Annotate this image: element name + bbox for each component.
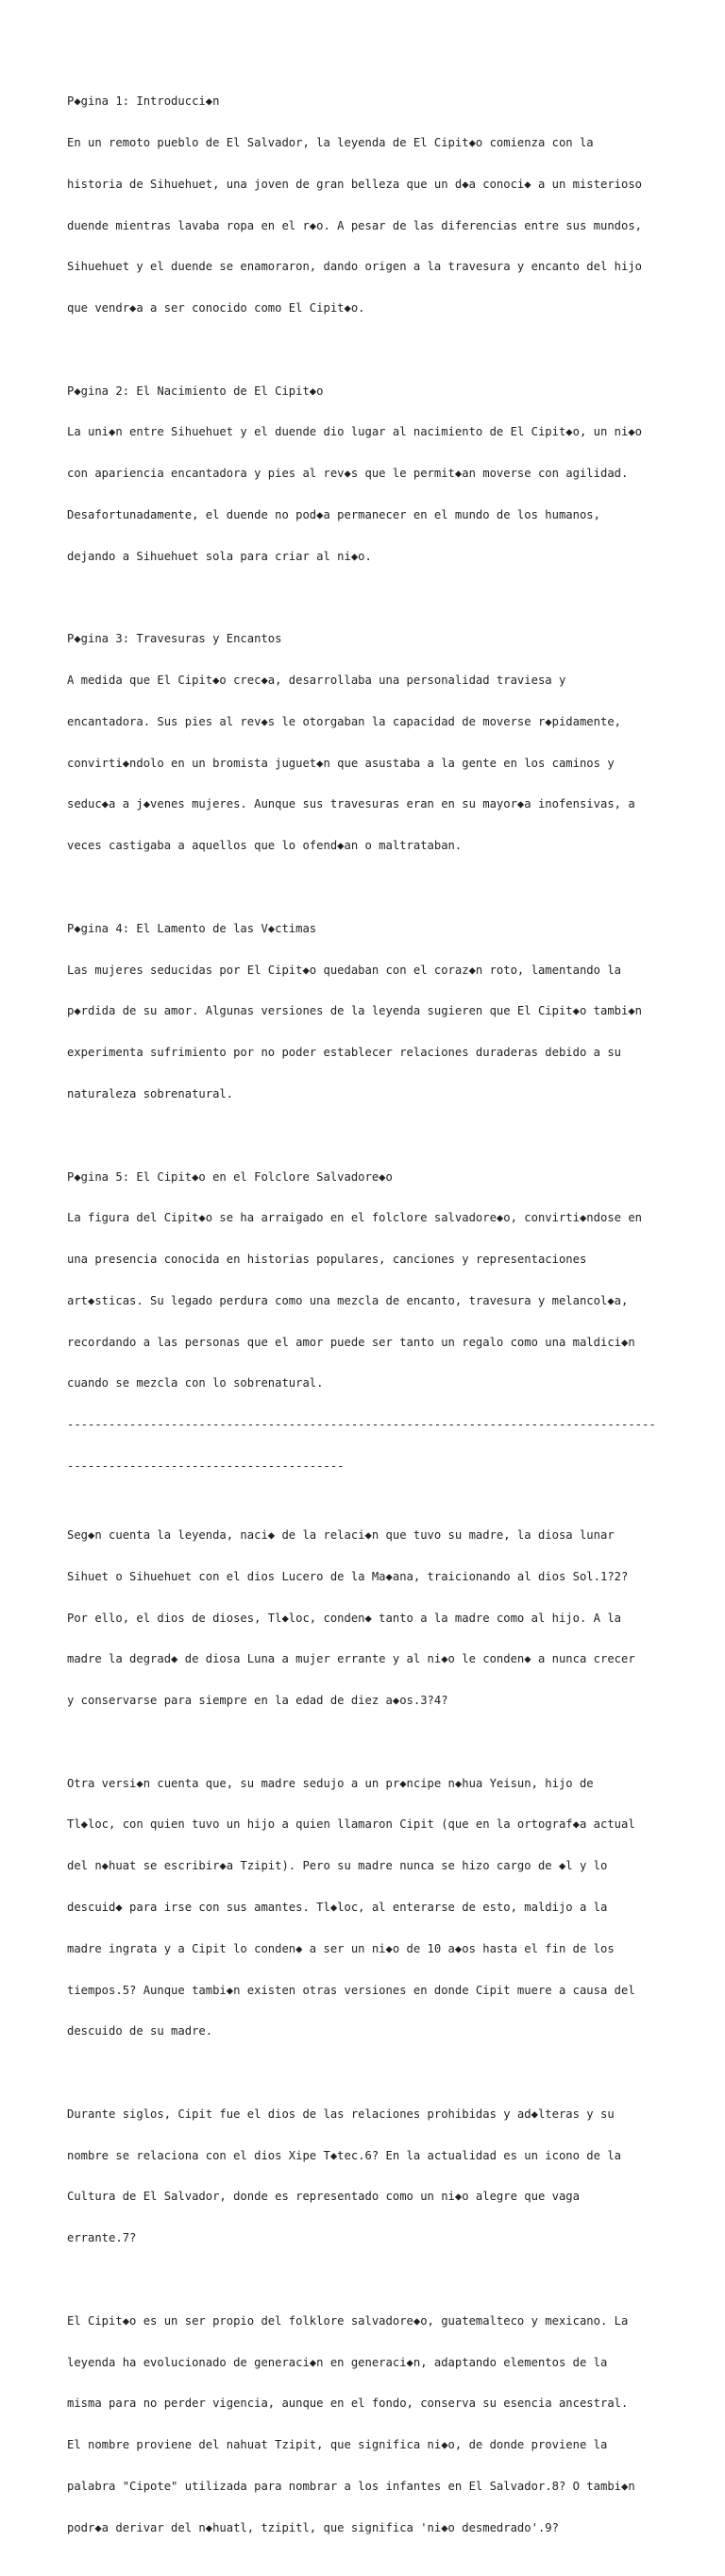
text-line: descuid◆ para irse con sus amantes. Tl◆loc, al enterarse de esto, maldijo a la	[67, 1900, 608, 1914]
text-line: En un remoto pueblo de El Salvador, la leyenda de El Cipit◆o comienza con la	[67, 135, 594, 149]
text-line: Durante siglos, Cipit fue el dios de las relaciones prohibidas y ad◆lteras y su	[67, 2107, 615, 2121]
text-line: El Cipit◆o es un ser propio del folklore salvadore◆o, guatemalteco y mexicano. La	[67, 2313, 629, 2328]
text-line: madre la degrad◆ de diosa Luna a mujer errante y al ni◆o le conden◆ a nunca crecer	[67, 1652, 635, 1666]
text-line: A medida que El Cipit◆o crec◆a, desarrollaba una personalidad traviesa y	[67, 674, 566, 688]
text-line: Desafortunadamente, el duende no pod◆a permanecer en el mundo de los humanos,	[67, 508, 600, 521]
text-line: tiempos.5? Aunque tambi◆n existen otras versiones en donde Cipit muere a causa del	[67, 1983, 635, 1997]
text-line: del n◆huat se escribir◆a Tzipit). Pero su madre nunca se hizo cargo de ◆l y lo	[67, 1859, 608, 1873]
text-line: El nombre proviene del nahuat Tzipit, que significa ni◆o, de donde proviene la	[67, 2438, 608, 2452]
text-line: Seg◆n cuenta la leyenda, naci◆ de la relaci◆n que tuvo su madre, la diosa lunar	[67, 1527, 615, 1542]
text-line: misma para no perder vigencia, aunque en el fondo, conserva su esencia ancestral.	[67, 2397, 629, 2411]
text-line: Cultura de El Salvador, donde es representado como un ni◆o alegre que vaga	[67, 2190, 580, 2204]
text-line: madre ingrata y a Cipit lo conden◆ a ser un ni◆o de 10 a◆os hasta el fin de los	[67, 1941, 615, 1955]
text-line: convirti◆ndolo en un bromista juguet◆n que asustaba a la gente en los caminos y	[67, 756, 615, 770]
text-line: duende mientras lavaba ropa en el r◆o. A pesar de las diferencias entre sus mundos,	[67, 218, 643, 232]
text-line: art◆sticas. Su legado perdura como una mezcla de encanto, travesura y melancol◆a,	[67, 1293, 629, 1307]
text-line: seduc◆a a j◆venes mujeres. Aunque sus travesuras eran en su mayor◆a inofensivas, a	[67, 797, 635, 811]
text-line: y conservarse para siempre en la edad de diez a◆os.3?4?	[67, 1694, 448, 1708]
text-line: que vendr◆a a ser conocido como El Cipit◆o.	[67, 301, 365, 316]
text-line: Las mujeres seducidas por El Cipit◆o quedaban con el coraz◆n roto, lamentando la	[67, 963, 621, 977]
section-heading: P◆gina 4: El Lamento de las V◆ctimas	[67, 921, 317, 935]
text-line: naturaleza sobrenatural.	[67, 1086, 234, 1100]
dashed-divider: -------------------------------------------------------------------------------------	[67, 1418, 656, 1432]
document-page	[67, 67, 718, 2576]
text-line: Otra versi◆n cuenta que, su madre sedujo a un pr◆ncipe n◆hua Yeisun, hijo de	[67, 1776, 594, 1790]
section-pagina-5	[67, 1142, 718, 1500]
section-heading: P◆gina 5: El Cipit◆o en el Folclore Salvadore◆o	[67, 1169, 393, 1184]
paragraph-leyenda-origen	[67, 1501, 718, 1735]
dashed-divider: ----------------------------------------	[67, 1459, 345, 1473]
text-line: recordando a las personas que el amor puede ser tanto un regalo como una maldici◆n	[67, 1335, 635, 1349]
text-line: experimenta sufrimiento por no poder establecer relaciones duraderas debido a su	[67, 1046, 621, 1060]
paragraph-otra-version	[67, 1749, 718, 2066]
text-line: p◆rdida de su amor. Algunas versiones de la leyenda sugieren que El Cipit◆o tambi◆n	[67, 1004, 643, 1018]
text-line: Sihuet o Sihuehuet con el dios Lucero de la Ma◆ana, traicionando al dios Sol.1?2?	[67, 1569, 629, 1583]
text-line: La figura del Cipit◆o se ha arraigado en el folclore salvadore◆o, convirti◆ndose en	[67, 1211, 643, 1225]
section-heading: P◆gina 2: El Nacimiento de El Cipit◆o	[67, 384, 324, 398]
paragraph-durante-siglos	[67, 2080, 718, 2273]
text-line: nombre se relaciona con el dios Xipe T◆tec.6? En la actualidad es un icono de la	[67, 2148, 621, 2162]
text-line: cuando se mezcla con lo sobrenatural.	[67, 1376, 324, 1390]
text-line: leyenda ha evolucionado de generaci◆n en generaci◆n, adaptando elementos de la	[67, 2355, 608, 2369]
text-line: Sihuehuet y el duende se enamoraron, dando origen a la travesura y encanto del hijo	[67, 260, 643, 274]
text-line: historia de Sihuehuet, una joven de gran belleza que un d◆a conoci◆ a un misterioso	[67, 177, 643, 191]
text-line: La uni◆n entre Sihuehuet y el duende dio lugar al nacimiento de El Cipit◆o, un ni◆o	[67, 425, 643, 439]
text-line: encantadora. Sus pies al rev◆s le otorgaban la capacidad de moverse r◆pidamente,	[67, 714, 621, 728]
text-line: Por ello, el dios de dioses, Tl◆loc, conden◆ tanto a la madre como al hijo. A la	[67, 1611, 621, 1625]
section-pagina-2	[67, 356, 718, 590]
text-line: descuido de su madre.	[67, 2024, 213, 2039]
section-heading: P◆gina 3: Travesuras y Encantos	[67, 632, 282, 646]
section-heading: P◆gina 1: Introducci◆n	[67, 94, 220, 109]
section-pagina-4	[67, 895, 718, 1129]
text-line: con apariencia encantadora y pies al rev◆s que le permit◆an moverse con agilidad.	[67, 467, 629, 481]
text-line: errante.7?	[67, 2231, 137, 2245]
paragraph-folklore	[67, 2287, 718, 2563]
text-line: podr◆a derivar del n◆huatl, tzipitl, que significa 'ni◆o desmedrado'.9?	[67, 2520, 559, 2534]
text-line: veces castigaba a aquellos que lo ofend◆an o maltrataban.	[67, 839, 463, 853]
text-line: palabra "Cipote" utilizada para nombrar a los infantes en El Salvador.8? O tambi◆n	[67, 2479, 635, 2493]
text-line: dejando a Sihuehuet sola para criar al ni◆o.	[67, 549, 372, 563]
text-line: Tl◆loc, con quien tuvo un hijo a quien llamaron Cipit (que en la ortograf◆a actual	[67, 1817, 635, 1832]
text-line: una presencia conocida en historias populares, canciones y representaciones	[67, 1253, 587, 1267]
section-pagina-3	[67, 605, 718, 880]
section-pagina-1	[67, 67, 718, 343]
